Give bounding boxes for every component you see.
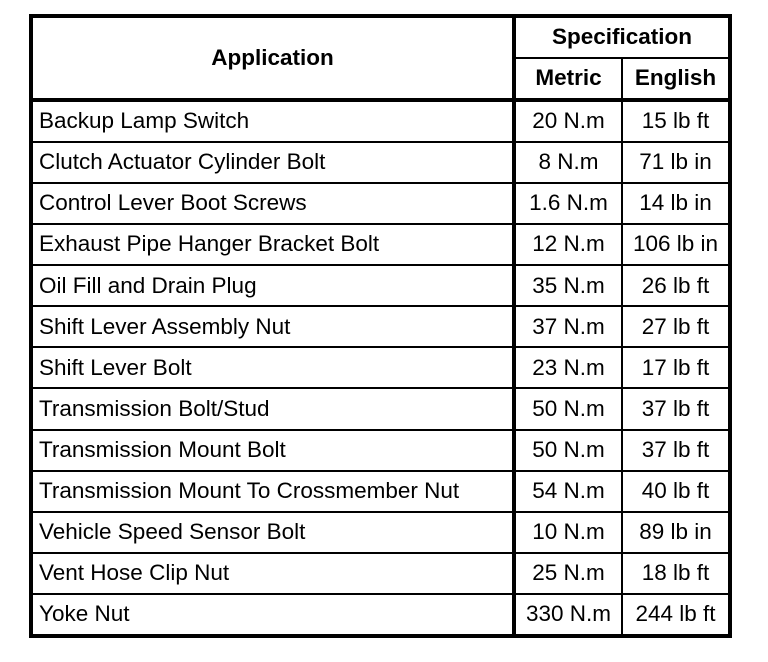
table-row: [31, 471, 730, 512]
english-cell: 71 lb in: [622, 142, 730, 183]
metric-cell: 25 N.m: [514, 553, 622, 594]
english-cell: 40 lb ft: [622, 471, 730, 512]
application-cell: Shift Lever Assembly Nut: [31, 306, 514, 347]
english-cell: 89 lb in: [622, 512, 730, 553]
english-cell: 37 lb ft: [622, 388, 730, 429]
table-row: [31, 265, 730, 306]
torque-specification-table: [29, 14, 732, 638]
table-row: [31, 100, 730, 142]
metric-cell: 1.6 N.m: [514, 183, 622, 224]
application-cell: Backup Lamp Switch: [31, 100, 514, 142]
english-cell: 37 lb ft: [622, 430, 730, 471]
metric-header: Metric: [514, 58, 622, 100]
metric-cell: 20 N.m: [514, 100, 622, 142]
metric-cell: 23 N.m: [514, 347, 622, 388]
metric-cell: 50 N.m: [514, 430, 622, 471]
english-cell: 14 lb in: [622, 183, 730, 224]
english-header: English: [622, 58, 730, 100]
application-cell: Transmission Mount Bolt: [31, 430, 514, 471]
application-cell: Transmission Mount To Crossmember Nut: [31, 471, 514, 512]
header-row: [31, 16, 730, 58]
metric-cell: 8 N.m: [514, 142, 622, 183]
english-cell: 15 lb ft: [622, 100, 730, 142]
english-cell: 106 lb in: [622, 224, 730, 265]
application-cell: Clutch Actuator Cylinder Bolt: [31, 142, 514, 183]
metric-cell: 10 N.m: [514, 512, 622, 553]
table-row: [31, 388, 730, 429]
metric-cell: 37 N.m: [514, 306, 622, 347]
english-cell: 17 lb ft: [622, 347, 730, 388]
application-cell: Yoke Nut: [31, 594, 514, 636]
application-cell: Vehicle Speed Sensor Bolt: [31, 512, 514, 553]
metric-cell: 12 N.m: [514, 224, 622, 265]
metric-cell: 54 N.m: [514, 471, 622, 512]
application-header: Application: [31, 16, 514, 100]
metric-cell: 330 N.m: [514, 594, 622, 636]
english-cell: 18 lb ft: [622, 553, 730, 594]
table-row: [31, 347, 730, 388]
table-row: [31, 430, 730, 471]
specification-header: Specification: [514, 16, 730, 58]
application-cell: Control Lever Boot Screws: [31, 183, 514, 224]
metric-cell: 35 N.m: [514, 265, 622, 306]
english-cell: 27 lb ft: [622, 306, 730, 347]
table-row: [31, 224, 730, 265]
english-cell: 244 lb ft: [622, 594, 730, 636]
table-row: [31, 183, 730, 224]
metric-cell: 50 N.m: [514, 388, 622, 429]
table-row: [31, 512, 730, 553]
table-row: [31, 306, 730, 347]
application-cell: Exhaust Pipe Hanger Bracket Bolt: [31, 224, 514, 265]
application-cell: Vent Hose Clip Nut: [31, 553, 514, 594]
table-row: [31, 142, 730, 183]
table-row: [31, 594, 730, 636]
table-row: [31, 553, 730, 594]
application-cell: Transmission Bolt/Stud: [31, 388, 514, 429]
english-cell: 26 lb ft: [622, 265, 730, 306]
application-cell: Shift Lever Bolt: [31, 347, 514, 388]
application-cell: Oil Fill and Drain Plug: [31, 265, 514, 306]
